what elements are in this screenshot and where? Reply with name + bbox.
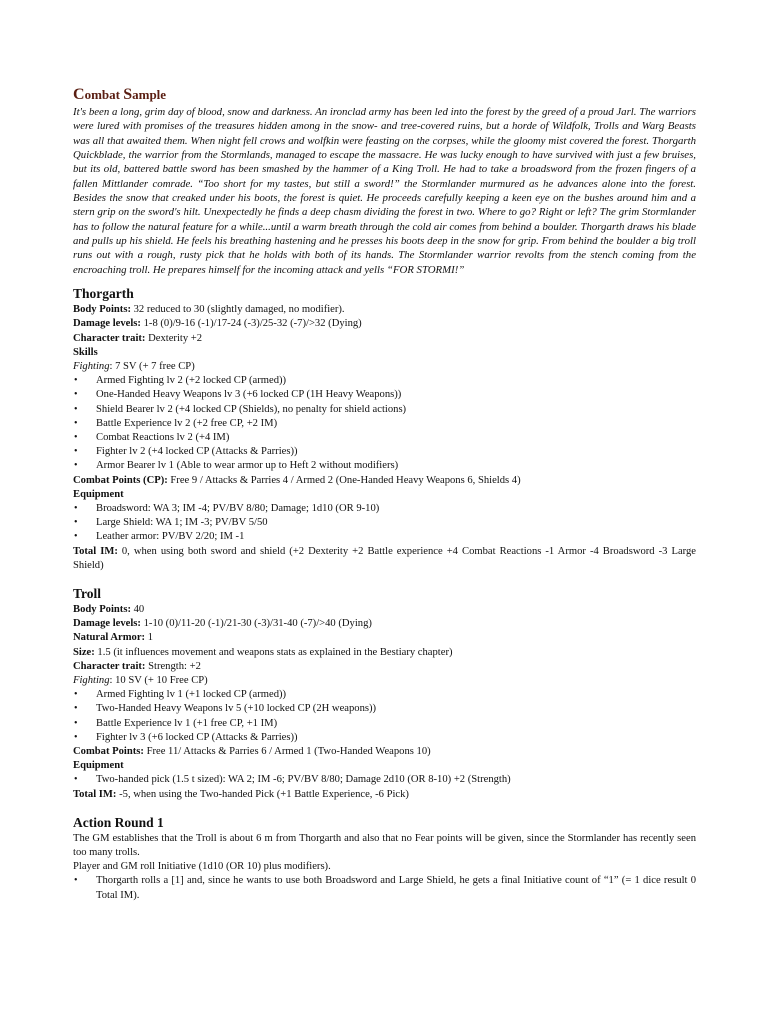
thorgarth-combat-points: Combat Points (CP): Free 9 / Attacks & Parries 4 / Armed 2 (One-Handed Heavy Weapons 6, Shields 4) [73,474,521,486]
action-round-heading: Action Round 1 [73,814,164,830]
thorgarth-equipment-label: Equipment [73,488,124,500]
title-part-ample: ample [132,87,167,102]
troll-skills-list [73,688,696,745]
list-item: • Combat Reactions lv 2 (+4 IM) [74,431,230,443]
thorgarth-damage-levels: Damage levels: 1-8 (0)/9-16 (-1)/17-24 (-3)/25-32 (-7)/>32 (Dying) [73,318,362,330]
thorgarth-skills-label: Skills [73,346,98,358]
list-item: • Armed Fighting lv 1 (+1 locked CP (armed)) [74,689,287,701]
thorgarth-equipment-list [73,502,696,545]
title-initial-c: C [73,86,85,103]
list-item: • Broadsword: WA 3; IM -4; PV/BV 8/80; Damage; 1d10 (OR 9-10) [74,502,380,514]
section-title [73,86,696,104]
troll-character-trait: Character trait: Strength: +2 [73,660,201,672]
troll-natural-armor: Natural Armor: 1 [73,632,154,644]
action-round-list [73,874,696,902]
list-item: • Two-handed pick (1.5 t sized): WA 2; IM -6; PV/BV 8/80; Damage 2d10 (OR 8-10) +2 (Strength) [74,774,511,786]
troll-damage-levels: Damage levels: 1-10 (0)/11-20 (-1)/21-30 (-3)/31-40 (-7)/>40 (Dying) [73,618,372,630]
troll-body-points: Body Points: 40 [73,603,145,615]
list-item: • Battle Experience lv 1 (+1 free CP, +1 IM) [74,717,278,729]
intro-paragraph: It's been a long, grim day of blood, snow and darkness. An ironclad army has been led into the forest by the greed of a proud Jarl. The warriors were lured with promises of the treasures hidden among in the snow- and tree-covered ruins, but a horde of Wildfolk, Trolls and Warg Beasts was all that awaited them. When night fell crows and wolfkin were feasting on the corpses, while the gloomy mist covered the forest. Thorgarth Quickblade, the warrior from the Stormlands, managed to escape the massacre. He was lucky enough to have survived with just a few bruises, but its old, battered battle sword has been smashed by the hammer of a King Troll. He had to take a broadsword from the frozen fingers of a fallen Mittlander comrade. “Too short for my tastes, but still a sword!” the Stormlander murmured as he advances alone into the forest. Besides the snow that creaked under his boots, the forest is quiet. He proceeds carefully keeping a keen eye on the bushes around him and a stern grip on the sword's hilt. Unexpectedly he finds a deep chasm dividing the forest in two. Where to go? Right or left? The grim Stormlander has to follow the natural feature for a while...until a warm breath through the cold air comes from behind a boulder. Thorgarth draws his blade and pulls up his shield. He feels his breathing hastening and he presses his boots deep in the snow for grip. From behind the boulder a big troll runs out with a rough, rusty pick that he holds with both of its hands. The Stormlander warrior revolts from the stench coming from the encroaching troll. He prepares himself for the incoming attack and yells “FOR STORMI!” [73,106,696,276]
thorgarth-total-im: Total IM: 0, when using both sword and shield (+2 Dexterity +2 Battle experience +4 Combat Reactions -1 Armor -4 Broadsword -3 Large Shield) [73,545,696,571]
troll-size: Size: 1.5 (it influences movement and weapons stats as explained in the Bestiary chapter) [73,646,453,658]
thorgarth-heading: Thorgarth [73,286,134,302]
troll-equipment-list [73,773,696,787]
action-round-paragraph-2: Player and GM roll Initiative (1d10 (OR 10) plus modifiers). [73,861,331,873]
list-item: • Armor Bearer lv 1 (Able to wear armor up to Heft 2 without modifiers) [74,460,399,472]
thorgarth-fighting: Fighting: 7 SV (+ 7 free CP) [73,360,195,372]
thorgarth-character-trait: Character trait: Dexterity +2 [73,332,203,344]
list-item: • Large Shield: WA 1; IM -3; PV/BV 5/50 [74,517,268,529]
list-item: • Two-Handed Heavy Weapons lv 5 (+10 locked CP (2H weapons)) [74,703,377,715]
title-initial-s: S [123,86,133,103]
action-round-paragraph-1: The GM establishes that the Troll is about 6 m from Thorgarth and also that no Fear points will be given, since the Stormlander has recently seen too many trolls. [73,832,696,859]
list-item: • Fighter lv 3 (+6 locked CP (Attacks & Parries)) [74,731,298,743]
thorgarth-body-points: Body Points: 32 reduced to 30 (slightly damaged, no modifier). [73,304,345,316]
troll-equipment-label: Equipment [73,760,124,772]
list-item: • One-Handed Heavy Weapons lv 3 (+6 locked CP (1H Heavy Weapons)) [74,389,402,401]
troll-fighting: Fighting: 10 SV (+ 10 Free CP) [73,675,208,686]
list-item: • Shield Bearer lv 2 (+4 locked CP (Shields), no penalty for shield actions) [74,403,407,415]
title-part-ombat: ombat [84,87,124,102]
troll-heading: Troll [73,585,102,601]
list-item: • Armed Fighting lv 2 (+2 locked CP (armed)) [74,375,287,387]
troll-combat-points: Combat Points: Free 11/ Attacks & Parries 6 / Armed 1 (Two-Handed Weapons 10) [73,746,431,758]
list-item: • Fighter lv 2 (+4 locked CP (Attacks & Parries)) [74,446,298,458]
list-item: • Leather armor: PV/BV 2/20; IM -1 [74,531,245,543]
thorgarth-skills-list [73,374,696,473]
document-page [73,86,696,903]
list-item: • Battle Experience lv 2 (+2 free CP, +2 IM) [74,417,278,429]
troll-total-im: Total IM: -5, when using the Two-handed Pick (+1 Battle Experience, -6 Pick) [73,788,409,800]
list-item: • Thorgarth rolls a [1] and, since he wants to use both Broadsword and Large Shield, he gets a final Initiative count of “1” (= 1 dice result 0 Total IM). [74,875,696,901]
